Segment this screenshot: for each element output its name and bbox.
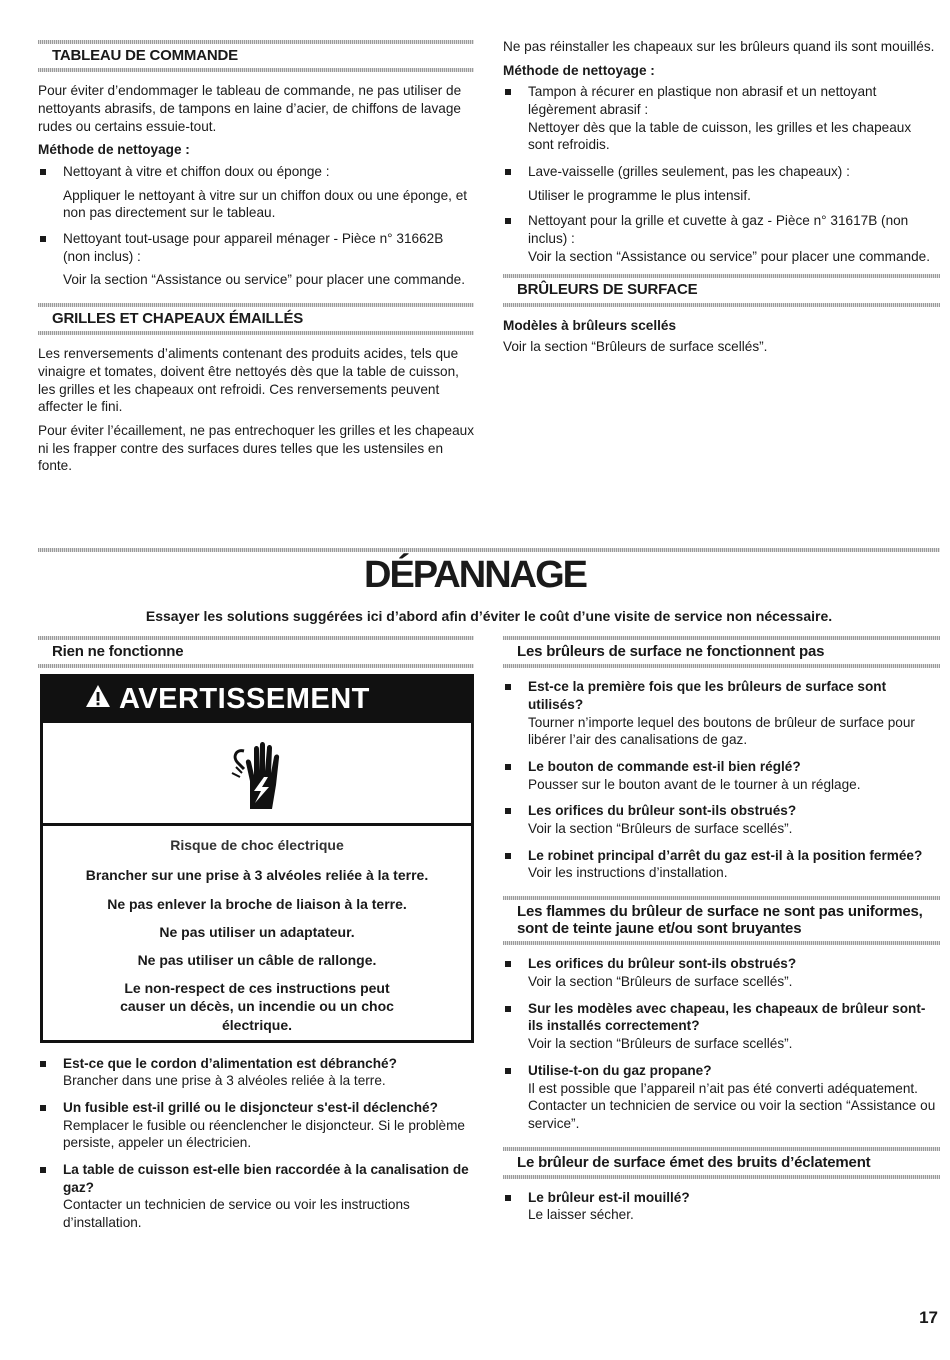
bruleurs-heading: BRÛLEURS DE SURFACE — [517, 281, 698, 299]
flammes-heading: Les flammes du brûleur de surface ne sont pas uniformes, sont de teinte jaune et/ou sont bruyantes — [517, 902, 923, 938]
list-item-detail: Voir la section “Assistance ou service” pour placer une commande. — [63, 272, 465, 288]
warning-title: AVERTISSEMENT — [119, 683, 370, 716]
warning-triangle-icon — [85, 681, 111, 719]
list-item: Est-ce que le cordon d’alimentation est débranché? Brancher dans une prise à 3 alvéoles reliée à la terre. — [38, 1055, 474, 1090]
warning-text — [43, 826, 471, 1040]
rien-heading-block — [38, 636, 474, 668]
rien-heading: Rien ne fonctionne — [52, 643, 184, 660]
list-item: Lave-vaisselle (grilles seulement, pas les chapeaux) : — [503, 163, 940, 181]
list-item: Un fusible est-il grillé ou le disjoncteur s'est-il déclenché? Remplacer le fusible ou réenclencher le disjoncteur. Si le problème persiste, appeler un électricien. — [38, 1099, 474, 1152]
grilles-paragraph-1: Les renversements d’aliments contenant des produits acides, tels que vinaigre et tomates, doivent être nettoyés dès que la table de cuisson, les grilles et les chapeaux ont refroidi. Ces renversements peuvent affecter le fini. — [38, 346, 459, 415]
rien-section — [38, 636, 474, 1241]
list-item: Nettoyant tout-usage pour appareil ménager - Pièce n° 31662B (non inclus) : — [38, 230, 474, 265]
bruleurs-sub-label: Modèles à brûleurs scellés — [503, 317, 677, 333]
warning-line: Brancher sur une prise à 3 alvéoles reliée à la terre. — [85, 867, 429, 884]
page-number: 17 — [919, 1308, 938, 1327]
tableau-intro: Pour éviter d’endommager le tableau de commande, ne pas utiliser de nettoyants abrasifs, de tampons en laine d’acier, de chiffons de lavage rudes ou certains essuie-tout. — [38, 83, 462, 134]
warning-risk: Risque de choc électrique — [170, 837, 344, 854]
cleaning-continued — [503, 38, 940, 362]
method-label: Méthode de nettoyage : — [503, 62, 655, 78]
list-item: Le bouton de commande est-il bien réglé? Pousser sur le bouton avant de le tourner à un réglage. — [503, 758, 940, 793]
list-item: Utilise-t-on du gaz propane? Il est possible que l’appareil n’ait pas été converti adéquatement. Contacter un technicien de service ou voir la section “Assistance ou service”. — [503, 1062, 940, 1133]
list-item: Le robinet principal d’arrêt du gaz est-il à la position fermée? Voir les instructions d’installation. — [503, 847, 940, 882]
list-item: Les orifices du brûleur sont-ils obstrués? Voir la section “Brûleurs de surface scellés”. — [503, 802, 940, 837]
chapeaux-note: Ne pas réinstaller les chapeaux sur les brûleurs quand ils sont mouillés. — [503, 39, 935, 54]
list-item: Nettoyant pour la grille et cuvette à gaz - Pièce n° 31617B (non inclus) : Voir la section “Assistance ou service” pour placer une commande. — [503, 212, 940, 265]
bruleurs-text: Voir la section “Brûleurs de surface scellés”. — [503, 339, 768, 355]
tableau-heading: TABLEAU DE COMMANDE — [52, 47, 238, 64]
list-item: Les orifices du brûleur sont-ils obstrués? Voir la section “Brûleurs de surface scellés”. — [503, 955, 940, 990]
list-item: La table de cuisson est-elle bien raccordée à la canalisation de gaz? Contacter un technicien de service ou voir les instructions d’installation. — [38, 1161, 474, 1232]
page-intro: Essayer les solutions suggérées ici d’abord afin d’éviter le coût d’une visite de service non nécessaire. — [145, 608, 833, 624]
list-item: Tampon à récurer en plastique non abrasif et un nettoyant légèrement abrasif : Nettoyer dès que la table de cuisson, les grilles et les chapeaux sont refroidis. — [503, 83, 940, 154]
list-item: Le brûleur est-il mouillé? Le laisser sécher. — [503, 1189, 940, 1224]
eclatement-heading-block — [503, 1147, 940, 1179]
troubleshooting-right — [503, 636, 940, 1233]
bruleurs-heading-block — [503, 274, 940, 306]
list-item-detail: Appliquer le nettoyant à vitre sur un chiffon doux ou une éponge, et non pas directement sur le tableau. — [63, 187, 468, 221]
warning-box — [40, 674, 474, 1043]
warning-line: Ne pas utiliser un adaptateur. — [159, 923, 355, 940]
page-title: DÉPANNAGE — [364, 554, 586, 596]
tableau-heading-block — [38, 40, 474, 72]
list-item: Est-ce la première fois que les brûleurs de surface sont utilisés? Tourner n’importe lequel des boutons de brûleur de surface pour libérer l’air des canalisations de gaz. — [503, 678, 940, 749]
grilles-heading: GRILLES ET CHAPEAUX ÉMAILLÉS — [52, 309, 304, 327]
warning-line: Ne pas utiliser un câble de rallonge. — [137, 952, 377, 968]
eclatement-heading: Le brûleur de surface émet des bruits d’éclatement — [517, 1153, 871, 1171]
list-item: Nettoyant à vitre et chiffon doux ou éponge : — [38, 163, 474, 181]
warning-header — [43, 677, 471, 723]
list-item: Sur les modèles avec chapeau, les chapeaux de brûleur sont-ils installés correctement? Voir la section “Brûleurs de surface scellés”. — [503, 1000, 940, 1053]
electric-shock-icon — [43, 723, 471, 826]
tableau-method-label: Méthode de nettoyage : — [38, 142, 190, 158]
grilles-heading-block — [38, 303, 474, 335]
warning-consequence: Le non-respect de ces instructions peut causer un décès, un incendie ou un choc électrique. — [120, 980, 394, 1033]
list-item-detail: Utiliser le programme le plus intensif. — [528, 187, 751, 203]
warning-line: Ne pas enlever la broche de liaison à la terre. — [107, 895, 407, 912]
ne-fonctionnent-heading-block — [503, 636, 940, 668]
rien-list — [38, 1055, 474, 1232]
tableau-list — [38, 163, 474, 181]
ne-fonctionnent-heading: Les brûleurs de surface ne fonctionnent pas — [517, 643, 825, 660]
tableau-section — [38, 40, 474, 481]
flammes-heading-block — [503, 896, 940, 946]
grilles-paragraph-2: Pour éviter l’écaillement, ne pas entrechoquer les grilles et les chapeaux ni les frapper contre des surfaces dures telles que les ustensiles en fonte. — [38, 422, 474, 474]
